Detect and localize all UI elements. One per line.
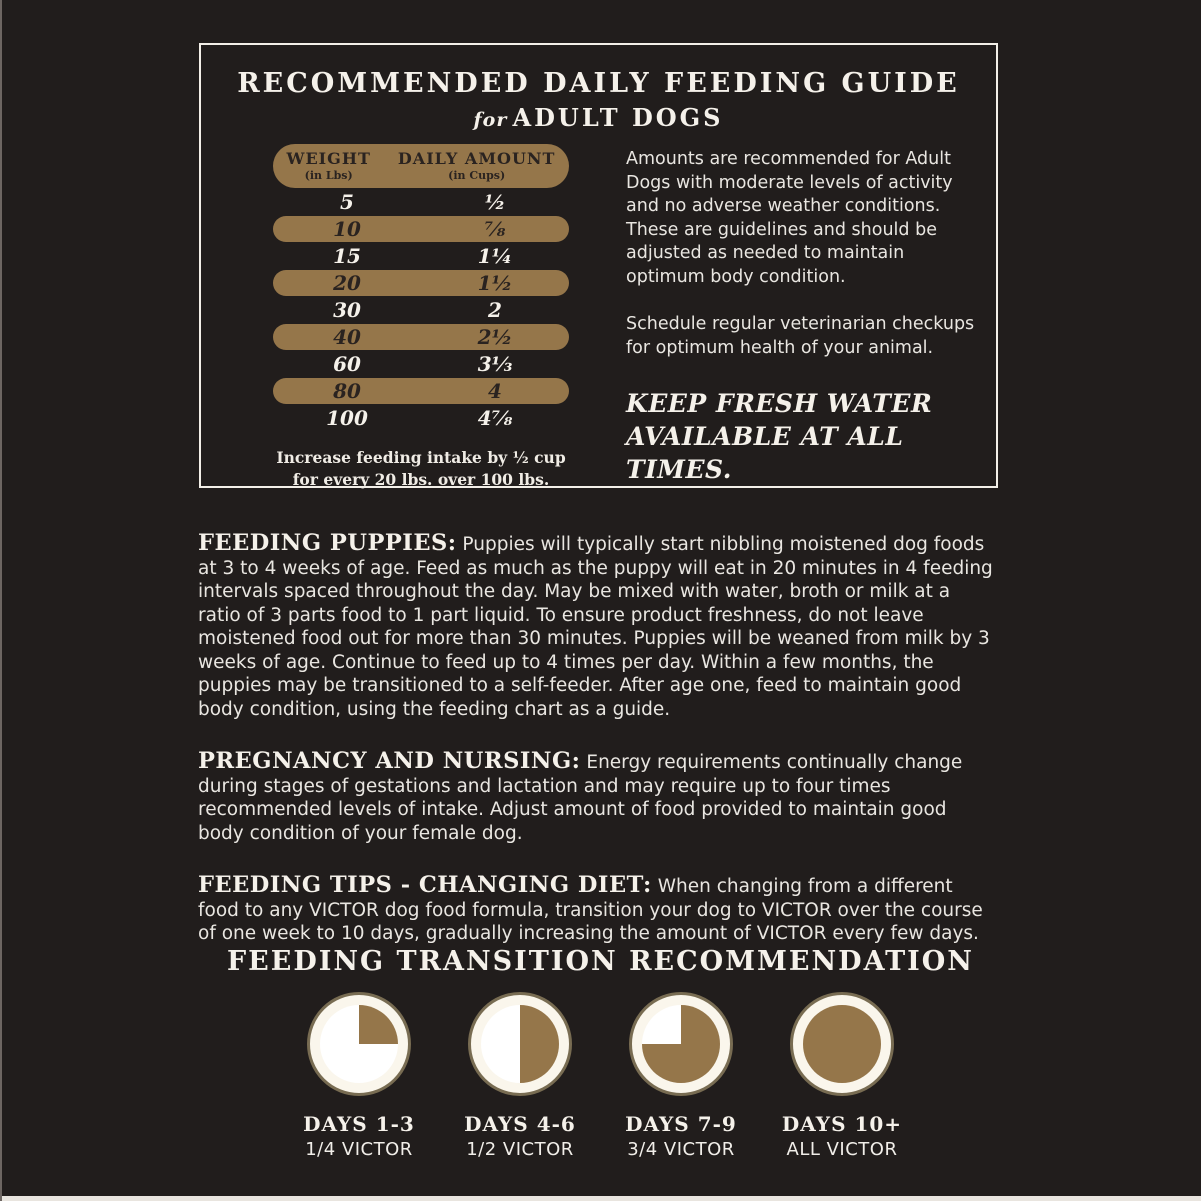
weight-value: 15 [333,244,361,268]
three-quarter-pie-icon [642,1005,720,1083]
amount-value: ⅞ [484,217,506,241]
weight-header-unit: (in Lbs) [304,169,353,182]
full-pie-icon [803,1005,881,1083]
stage-mix-label: 1/2 VICTOR [466,1139,574,1160]
section-body: When changing from a different food to any VICTOR dog food formula, transition your dog to VICTOR over the course of one week to 10 days, gradually increasing the amount of VICTOR every few days. [198,876,983,944]
stage-days-label: DAYS 7-9 [625,1112,737,1136]
weight-column-header [287,151,371,181]
section-body: Puppies will typically start nibbling moistened dog foods at 3 to 4 weeks of age. Feed as much as the puppy will eat in 20 minutes in 4 feeding intervals spaced throughout the day. May be mixed with water, broth or milk at a ratio of 3 parts food to 1 part liquid. To ensure product freshness, do not leave moistened food out for more than 30 minutes. Puppies will be weaned from milk by 3 weeks of age. Continue to feed up to 4 times per day. Within a few months, the puppies may be transitioned to a self-feeder. After age one, feed to maintain good body condition, using the feeding chart as a guide. [198,534,993,720]
amount-column-header [398,151,556,181]
table-row [273,270,569,296]
guide-info-column [626,148,976,486]
table-row [273,189,569,215]
transition-stages [0,992,1201,1160]
weight-value: 20 [333,271,361,295]
stage-mix-label: ALL VICTOR [786,1139,898,1160]
section-feeding-puppies [198,532,993,721]
section-body: Energy requirements continually change during stages of gestations and lactation and may require up to four times recommended levels of intake. Adjust amount of food provided to maintain good body condition of your female dog. [198,752,963,844]
amount-value: 2 [488,298,502,322]
pie-ring [790,992,894,1096]
weight-value: 40 [333,325,361,349]
table-row [273,243,569,269]
section-heading: FEEDING PUPPIES: [198,530,457,556]
weight-value: 30 [333,298,361,322]
section-heading: PREGNANCY AND NURSING: [198,748,581,774]
fresh-water-notice [626,387,976,486]
amount-value: 4 [488,379,502,403]
transition-stage-days-4-6 [446,992,595,1160]
section-feeding-tips [198,874,993,946]
stage-days-label: DAYS 1-3 [303,1112,415,1136]
feeding-table [273,144,569,491]
amount-value: ½ [484,190,506,214]
weight-value: 100 [326,406,368,430]
table-row [273,378,569,404]
info-paragraph-veterinarian: Schedule regular veterinarian checkups for optimum health of your animal. [626,314,975,358]
table-note [273,447,569,491]
table-note-line2: for every 20 lbs. over 100 lbs. [292,470,550,489]
pie-ring [629,992,733,1096]
half-pie-icon [481,1005,559,1083]
guide-title: RECOMMENDED DAILY FEEDING GUIDE [237,68,960,99]
bottom-edge-strip [0,1196,1201,1201]
info-sections [198,532,993,946]
table-row [273,216,569,242]
amount-value: 3⅓ [477,352,513,376]
table-note-line1: Increase feeding intake by ½ cup [276,448,566,467]
weight-value: 60 [333,352,361,376]
transition-stage-days-10-plus [768,992,917,1160]
quarter-pie-icon [320,1005,398,1083]
table-row [273,351,569,377]
table-row [273,324,569,350]
stage-mix-label: 3/4 VICTOR [627,1139,735,1160]
amount-header-label: DAILY AMOUNT [397,149,556,168]
weight-header-label: WEIGHT [286,149,371,168]
transition-stage-days-7-9 [607,992,756,1160]
section-pregnancy-nursing [198,750,993,845]
feeding-guide-box [199,43,998,488]
amount-value: 4⅞ [477,406,513,430]
subtitle-for: for [473,109,508,131]
transition-heading: FEEDING TRANSITION RECOMMENDATION [227,946,974,977]
left-edge-line [0,0,2,1201]
amount-value: 2½ [477,325,513,349]
fresh-water-line1: KEEP FRESH WATER [626,389,933,418]
weight-value: 5 [340,190,354,214]
table-row [273,297,569,323]
pie-ring [468,992,572,1096]
amount-value: 1¼ [477,244,513,268]
section-heading: FEEDING TIPS - CHANGING DIET: [198,872,652,898]
amount-value: 1½ [477,271,513,295]
stage-days-label: DAYS 4-6 [464,1112,576,1136]
weight-value: 80 [333,379,361,403]
fresh-water-line2: AVAILABLE AT ALL TIMES. [626,422,904,484]
subtitle-adult-dogs: ADULT DOGS [512,103,724,132]
amount-header-unit: (in Cups) [448,169,506,182]
transition-stage-days-1-3 [285,992,434,1160]
stage-days-label: DAYS 10+ [781,1112,903,1136]
guide-subtitle [201,103,996,132]
info-paragraph-activity: Amounts are recommended for Adult Dogs with moderate levels of activity and no adverse weather conditions. These are guidelines and should be adjusted as needed to maintain optimum body condition. [626,149,953,287]
table-row [273,405,569,431]
stage-mix-label: 1/4 VICTOR [305,1139,413,1160]
pie-ring [307,992,411,1096]
table-header-pill [273,144,569,188]
weight-value: 10 [333,217,361,241]
